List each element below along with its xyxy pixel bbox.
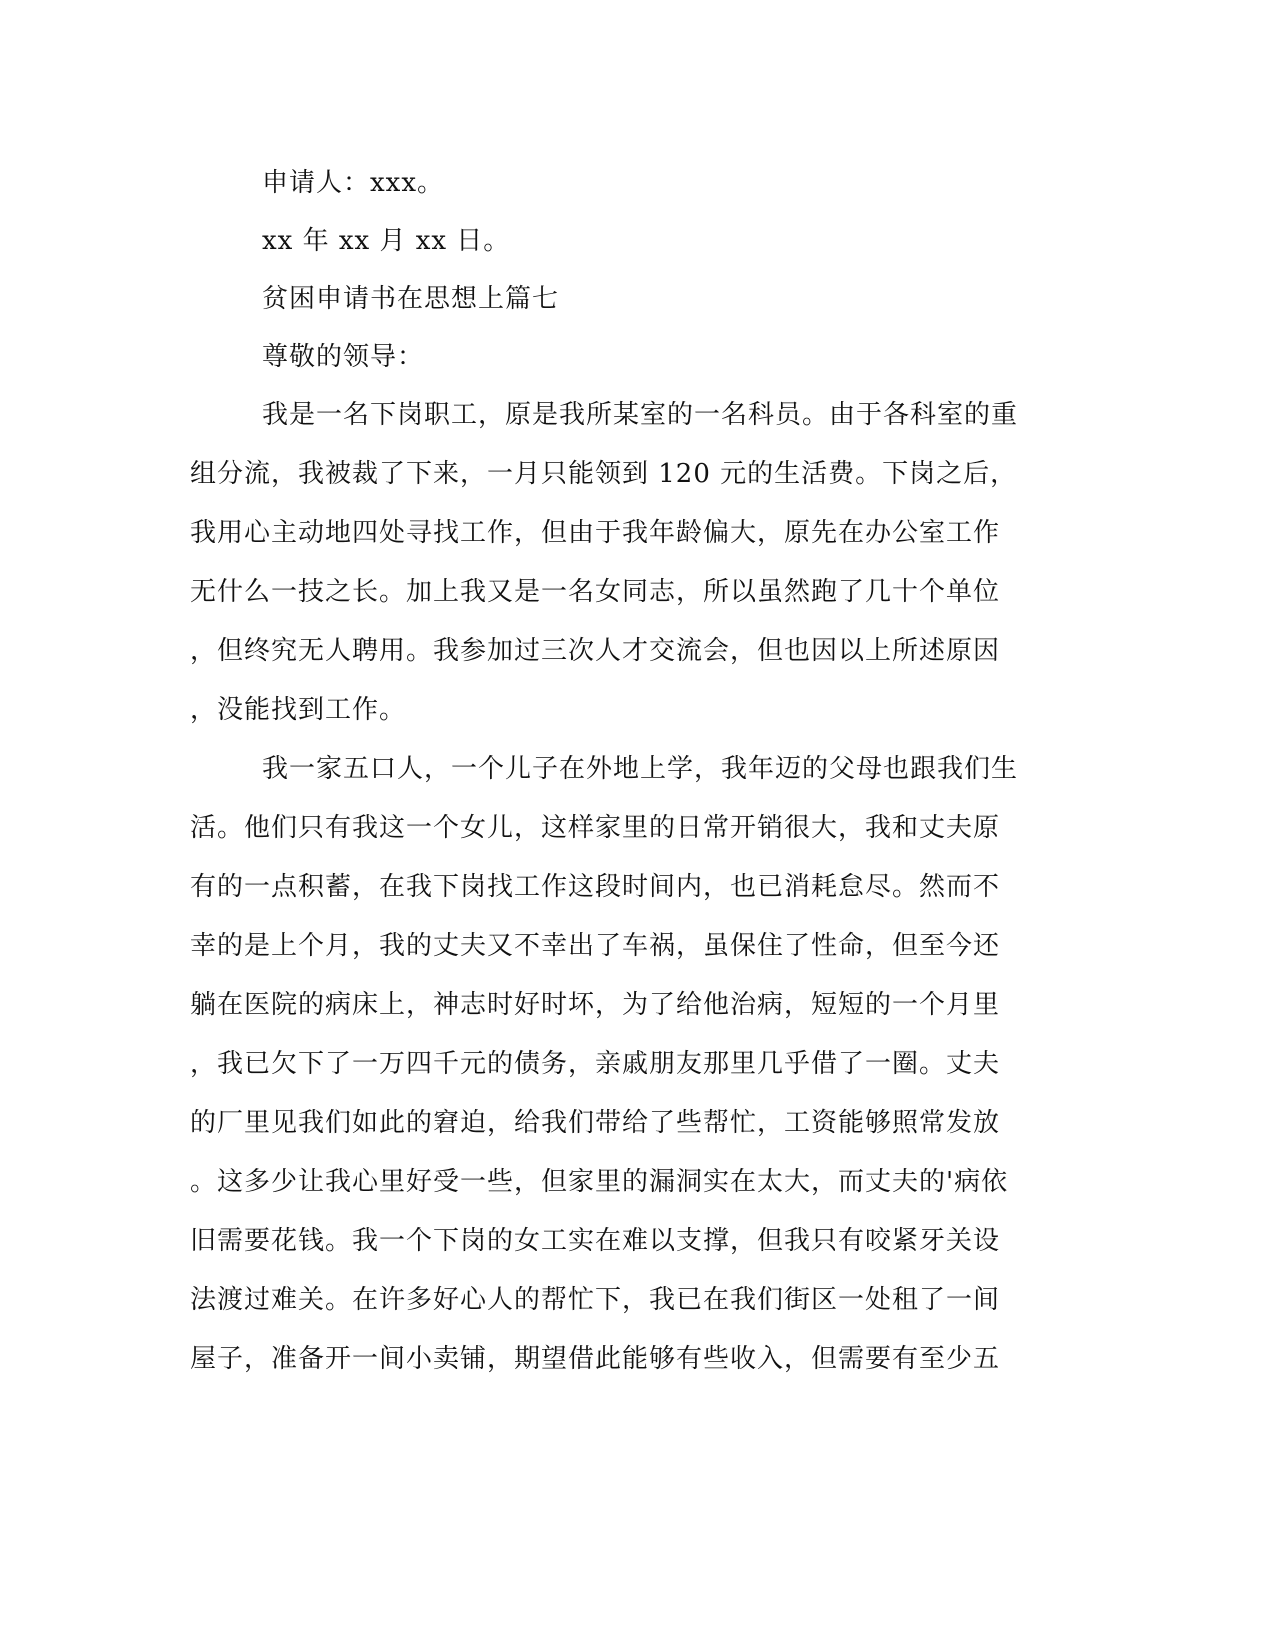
paragraph-2-line: ，我已欠下了一万四千元的债务，亲戚朋友那里几乎借了一圈。丈夫 bbox=[190, 1049, 1001, 1079]
salutation: 尊敬的领导： bbox=[262, 342, 425, 372]
date-line: xx 年 xx 月 xx 日。 bbox=[262, 226, 511, 256]
paragraph-2-line: 法渡过难关。在许多好心人的帮忙下，我已在我们街区一处租了一间 bbox=[190, 1285, 1001, 1315]
paragraph-2-line: 。这多少让我心里好受一些，但家里的漏洞实在太大，而丈夫的'病依 bbox=[190, 1167, 1009, 1197]
paragraph-1-line: ，没能找到工作。 bbox=[190, 695, 407, 725]
applicant-line: 申请人：xxx。 bbox=[262, 168, 444, 198]
paragraph-2-line: 我一家五口人，一个儿子在外地上学，我年迈的父母也跟我们生 bbox=[262, 754, 1019, 784]
paragraph-2-line: 幸的是上个月，我的丈夫又不幸出了车祸，虽保住了性命，但至今还 bbox=[190, 931, 1001, 961]
paragraph-1-line: ，但终究无人聘用。我参加过三次人才交流会，但也因以上所述原因 bbox=[190, 636, 1001, 666]
paragraph-1-line: 我是一名下岗职工，原是我所某室的一名科员。由于各科室的重 bbox=[262, 400, 1019, 430]
paragraph-1-line: 组分流，我被裁了下来，一月只能领到 120 元的生活费。下岗之后， bbox=[190, 459, 1018, 489]
paragraph-2-line: 躺在医院的病床上，神志时好时坏，为了给他治病，短短的一个月里 bbox=[190, 990, 1001, 1020]
paragraph-2-line: 的厂里见我们如此的窘迫，给我们带给了些帮忙，工资能够照常发放 bbox=[190, 1108, 1001, 1138]
paragraph-2-line: 旧需要花钱。我一个下岗的女工实在难以支撑，但我只有咬紧牙关设 bbox=[190, 1226, 1001, 1256]
paragraph-2-line: 活。他们只有我这一个女儿，这样家里的日常开销很大，我和丈夫原 bbox=[190, 813, 1001, 843]
paragraph-1-line: 无什么一技之长。加上我又是一名女同志，所以虽然跑了几十个单位 bbox=[190, 577, 1001, 607]
paragraph-2-line: 屋子，准备开一间小卖铺，期望借此能够有些收入，但需要有至少五 bbox=[190, 1344, 1001, 1374]
paragraph-2-line: 有的一点积蓄，在我下岗找工作这段时间内，也已消耗怠尽。然而不 bbox=[190, 872, 1001, 902]
paragraph-1-line: 我用心主动地四处寻找工作，但由于我年龄偏大，原先在办公室工作 bbox=[190, 518, 1001, 548]
section-title: 贫困申请书在思想上篇七 bbox=[262, 284, 560, 314]
